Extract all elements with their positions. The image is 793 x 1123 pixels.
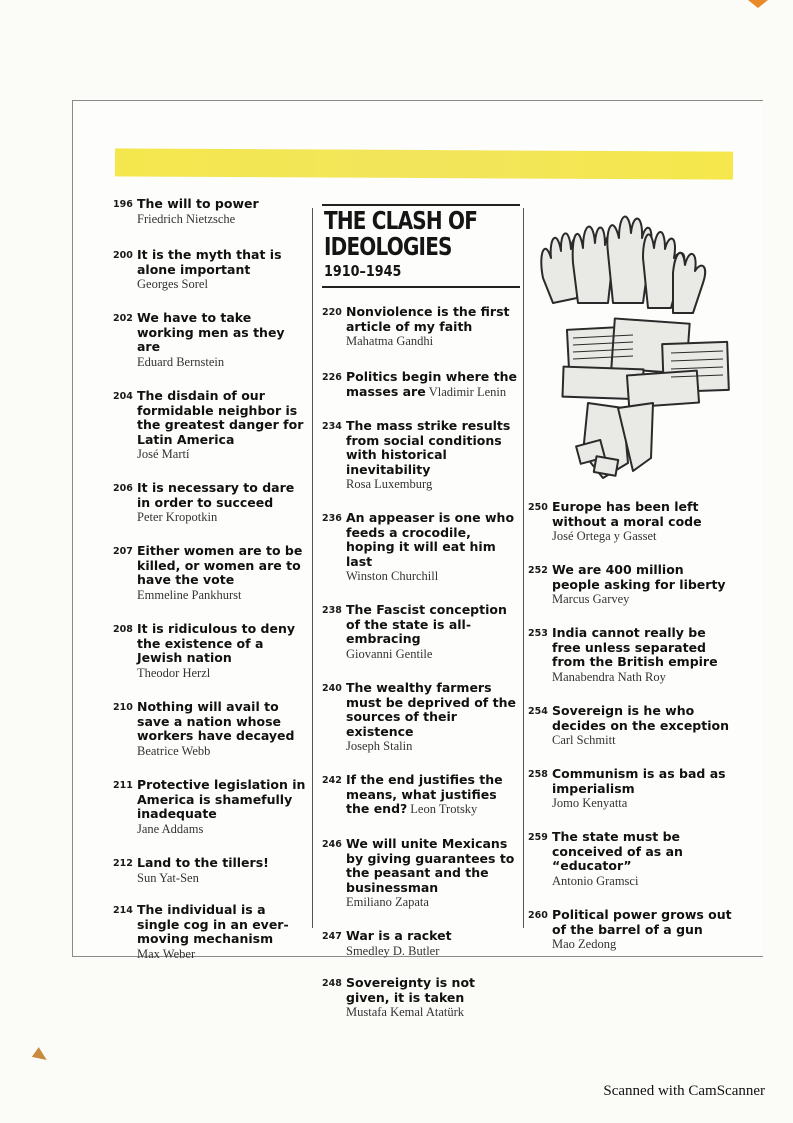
entry-title bbox=[346, 681, 520, 739]
entry-author: Rosa Luxemburg bbox=[346, 477, 433, 491]
page-number: 236 bbox=[322, 513, 342, 524]
corner-mark bbox=[32, 1047, 50, 1065]
entry-author: Emiliano Zapata bbox=[346, 895, 429, 909]
column-divider bbox=[523, 208, 524, 928]
contents-entry[interactable] bbox=[528, 626, 733, 684]
entry-author: Jane Addams bbox=[137, 821, 204, 836]
entry-author-line bbox=[137, 744, 308, 758]
entry-author-line bbox=[346, 647, 520, 661]
entry-author: Manabendra Nath Roy bbox=[552, 669, 666, 684]
entry-title bbox=[137, 311, 308, 355]
section-heading-line-2: IDEOLOGIES bbox=[324, 232, 452, 261]
entry-author: Giovanni Gentile bbox=[346, 646, 433, 661]
page-number: 253 bbox=[528, 628, 548, 639]
entry-author-line bbox=[346, 944, 520, 958]
entry-author-line bbox=[346, 895, 520, 909]
page-number: 246 bbox=[322, 839, 342, 850]
entry-title-text: The mass strike results from social conditions with historical inevitability bbox=[346, 418, 511, 477]
entry-author-line bbox=[552, 874, 733, 888]
entry-title-text: War is a racket bbox=[346, 928, 452, 943]
contents-entry[interactable] bbox=[322, 929, 520, 958]
entry-body bbox=[552, 830, 733, 888]
entry-body bbox=[346, 837, 520, 909]
entry-title bbox=[137, 903, 308, 947]
entry-title-text: The individual is a single cog in an ever-moving mechanism bbox=[137, 902, 289, 946]
entry-title bbox=[552, 626, 733, 670]
entry-title bbox=[137, 544, 308, 588]
entry-author-line bbox=[137, 822, 308, 836]
entry-body bbox=[137, 622, 308, 680]
contents-entry[interactable] bbox=[113, 856, 308, 885]
entry-author: Beatrice Webb bbox=[137, 743, 211, 758]
contents-entry[interactable] bbox=[322, 837, 520, 909]
entry-body bbox=[137, 248, 308, 291]
contents-entry[interactable] bbox=[113, 544, 308, 602]
entry-author: Smedley D. Butler bbox=[346, 943, 440, 958]
entry-title bbox=[552, 704, 733, 733]
entry-title bbox=[137, 700, 308, 744]
entry-author: Mao Zedong bbox=[552, 937, 617, 951]
page-number: 196 bbox=[113, 199, 133, 210]
entry-title bbox=[552, 767, 733, 796]
contents-entry[interactable] bbox=[113, 778, 308, 836]
entry-author: Antonio Gramsci bbox=[552, 873, 639, 888]
page-number: 240 bbox=[322, 683, 342, 694]
contents-entry[interactable] bbox=[113, 311, 308, 369]
entry-title-text: Protective legislation in America is shamefully inadequate bbox=[137, 777, 306, 821]
entry-body bbox=[346, 773, 520, 817]
entry-body bbox=[552, 767, 733, 810]
entry-author: Emmeline Pankhurst bbox=[137, 587, 242, 602]
entry-author-line bbox=[137, 947, 308, 961]
entry-title bbox=[552, 563, 733, 592]
contents-entry[interactable] bbox=[528, 830, 733, 888]
contents-entry[interactable] bbox=[528, 908, 733, 951]
contents-entry[interactable] bbox=[322, 773, 520, 817]
contents-entry[interactable] bbox=[322, 603, 520, 661]
page-number: 260 bbox=[528, 910, 548, 921]
entry-body bbox=[346, 511, 520, 583]
entry-body bbox=[346, 370, 520, 399]
page-number: 252 bbox=[528, 565, 548, 576]
entry-author-line bbox=[137, 212, 308, 226]
contents-entry[interactable] bbox=[322, 681, 520, 753]
entry-author: Carl Schmitt bbox=[552, 733, 616, 747]
corner-mark bbox=[748, 0, 768, 8]
entry-title-text: The disdain of our formidable neighbor is the greatest danger for Latin America bbox=[137, 388, 304, 447]
entry-author: Eduard Bernstein bbox=[137, 354, 225, 369]
column-divider bbox=[312, 208, 313, 928]
entry-author-line bbox=[552, 937, 733, 951]
section-rule bbox=[322, 286, 520, 288]
entry-title-text: The state must be conceived of as an “educator” bbox=[552, 829, 683, 873]
entry-author-line bbox=[137, 355, 308, 369]
entry-author: José Martí bbox=[137, 447, 190, 461]
page-number: 238 bbox=[322, 605, 342, 616]
entry-title bbox=[137, 389, 308, 447]
page-number: 200 bbox=[113, 250, 133, 261]
entry-author-line bbox=[137, 447, 308, 461]
entry-title-text: Political power grows out of the barrel of a gun bbox=[552, 907, 732, 937]
entry-author: Mahatma Gandhi bbox=[346, 334, 434, 348]
page-number: 254 bbox=[528, 706, 548, 717]
contents-entry[interactable] bbox=[322, 511, 520, 583]
section-heading bbox=[324, 208, 481, 260]
entry-body bbox=[552, 908, 733, 951]
entry-title-text: Sovereign is he who decides on the exception bbox=[552, 703, 730, 733]
contents-entry[interactable] bbox=[322, 976, 520, 1019]
entry-body bbox=[346, 976, 520, 1019]
entry-body bbox=[552, 500, 733, 543]
entry-title-text: It is ridiculous to deny the existence of a Jewish nation bbox=[137, 621, 295, 665]
contents-entry[interactable] bbox=[113, 248, 308, 291]
entry-title-text: Communism is as bad as imperialism bbox=[552, 766, 726, 796]
entry-title-text: Politics begin where the masses are bbox=[346, 369, 517, 399]
contents-entry[interactable] bbox=[113, 389, 308, 461]
entry-body bbox=[552, 563, 733, 606]
entry-author-line bbox=[137, 510, 308, 524]
entry-title-text: An appeaser is one who feeds a crocodile, hoping it will eat him last bbox=[346, 510, 515, 569]
page-number: 208 bbox=[113, 624, 133, 635]
entry-title bbox=[346, 773, 520, 817]
entry-author: Joseph Stalin bbox=[346, 739, 413, 753]
page-number: 226 bbox=[322, 372, 342, 383]
page-number: 211 bbox=[113, 780, 133, 791]
entry-author-line bbox=[552, 592, 733, 606]
entry-author: Georges Sorel bbox=[137, 277, 208, 291]
entry-title bbox=[137, 622, 308, 666]
entry-body bbox=[137, 197, 308, 226]
entry-author-line bbox=[137, 277, 308, 291]
entry-author: Winston Churchill bbox=[346, 569, 439, 583]
page-number: 248 bbox=[322, 978, 342, 989]
page-number: 212 bbox=[113, 858, 133, 869]
entry-body bbox=[552, 704, 733, 747]
entry-author-line bbox=[346, 477, 520, 491]
entry-body bbox=[137, 778, 308, 836]
entry-title bbox=[346, 511, 520, 569]
entry-title-text: We have to take working men as they are bbox=[137, 310, 285, 354]
contents-entry[interactable] bbox=[322, 305, 520, 348]
entry-body bbox=[137, 856, 308, 885]
entry-title-text: Nothing will avail to save a nation whose workers have decayed bbox=[137, 699, 295, 743]
contents-entry[interactable] bbox=[528, 563, 733, 606]
entry-title bbox=[346, 419, 520, 477]
entry-title-text: The will to power bbox=[137, 196, 259, 211]
entry-title bbox=[137, 856, 308, 871]
entry-title bbox=[137, 248, 308, 277]
entry-title-text: Europe has been left without a moral code bbox=[552, 499, 702, 529]
entry-title bbox=[137, 197, 308, 212]
entry-body bbox=[137, 481, 308, 524]
contents-entry[interactable] bbox=[322, 419, 520, 491]
entry-author: Mustafa Kemal Atatürk bbox=[346, 1005, 465, 1019]
entry-title-text: We are 400 million people asking for liberty bbox=[552, 562, 726, 592]
entry-title bbox=[552, 830, 733, 874]
entry-title-text: Either women are to be killed, or women are to have the vote bbox=[137, 543, 303, 587]
entry-author-line bbox=[552, 529, 733, 543]
entry-title bbox=[346, 370, 520, 399]
scanner-watermark: Scanned with CamScanner bbox=[603, 1083, 765, 1099]
entry-body bbox=[137, 700, 308, 758]
entry-title-text: India cannot really be free unless separated from the British empire bbox=[552, 625, 718, 669]
contents-entry[interactable] bbox=[113, 197, 308, 226]
entry-author: Leon Trotsky bbox=[410, 802, 478, 816]
entry-body bbox=[137, 544, 308, 602]
entry-title bbox=[346, 305, 520, 334]
highlight-band bbox=[115, 148, 733, 179]
entry-body bbox=[346, 419, 520, 491]
entry-title bbox=[552, 908, 733, 937]
entry-title bbox=[137, 481, 308, 510]
entry-author: Friedrich Nietzsche bbox=[137, 211, 236, 226]
page-number: 210 bbox=[113, 702, 133, 713]
entry-author-line bbox=[137, 666, 308, 680]
entry-author-line bbox=[552, 733, 733, 747]
page-number: 250 bbox=[528, 502, 548, 513]
contents-entry[interactable] bbox=[113, 622, 308, 680]
entry-title bbox=[346, 837, 520, 895]
entry-author: Marcus Garvey bbox=[552, 592, 630, 606]
entry-title-text: We will unite Mexicans by giving guarantees to the peasant and the businessman bbox=[346, 836, 515, 895]
entry-title-text: It is the myth that is alone important bbox=[137, 247, 282, 277]
entry-author: José Ortega y Gasset bbox=[552, 529, 657, 543]
contents-entry[interactable] bbox=[322, 370, 520, 399]
page-number: 259 bbox=[528, 832, 548, 843]
raised-hands-ballots-icon bbox=[533, 203, 733, 488]
entry-title-text: Sovereignty is not given, it is taken bbox=[346, 975, 476, 1005]
entry-body bbox=[137, 389, 308, 461]
section-period: 1910–1945 bbox=[324, 262, 402, 280]
page-number: 202 bbox=[113, 313, 133, 324]
page-number: 220 bbox=[322, 307, 342, 318]
entry-body bbox=[346, 681, 520, 753]
page-number: 206 bbox=[113, 483, 133, 494]
entry-title-text: Nonviolence is the first article of my faith bbox=[346, 304, 510, 334]
entry-title bbox=[346, 929, 520, 944]
entry-author-line bbox=[346, 739, 520, 753]
entry-author: Theodor Herzl bbox=[137, 665, 211, 680]
entry-title-text: It is necessary to dare in order to succeed bbox=[137, 480, 295, 510]
entry-title bbox=[552, 500, 733, 529]
entry-title-text: If the end justifies the means, what justifies the end? bbox=[346, 772, 503, 816]
entry-title bbox=[346, 603, 520, 647]
page-number: 247 bbox=[322, 931, 342, 942]
contents-entry[interactable] bbox=[528, 704, 733, 747]
contents-entry[interactable] bbox=[528, 500, 733, 543]
entry-title-text: Land to the tillers! bbox=[137, 855, 269, 870]
hand-icon bbox=[673, 253, 705, 313]
page-number: 214 bbox=[113, 905, 133, 916]
contents-entry[interactable] bbox=[113, 700, 308, 758]
entry-author-line bbox=[552, 670, 733, 684]
entry-author-line bbox=[137, 588, 308, 602]
contents-entry[interactable] bbox=[113, 481, 308, 524]
entry-title-text: The wealthy farmers must be deprived of the sources of their existence bbox=[346, 680, 516, 739]
entry-author-line bbox=[346, 569, 520, 583]
entry-body bbox=[137, 903, 308, 961]
entry-body bbox=[552, 626, 733, 684]
section-heading-line-1: THE CLASH OF bbox=[324, 206, 478, 235]
entry-body bbox=[346, 929, 520, 958]
entry-author: Peter Kropotkin bbox=[137, 510, 218, 524]
entry-author: Max Weber bbox=[137, 946, 196, 961]
entry-body bbox=[346, 305, 520, 348]
entry-author-line bbox=[346, 334, 520, 348]
page-number: 204 bbox=[113, 391, 133, 402]
entry-author-line bbox=[552, 796, 733, 810]
entry-author: Sun Yat-Sen bbox=[137, 870, 199, 885]
entry-author-line bbox=[346, 1005, 520, 1019]
contents-entry[interactable] bbox=[528, 767, 733, 810]
page-number: 234 bbox=[322, 421, 342, 432]
entry-title bbox=[346, 976, 520, 1005]
page-number: 258 bbox=[528, 769, 548, 780]
page-number: 207 bbox=[113, 546, 133, 557]
entry-body bbox=[346, 603, 520, 661]
entry-author-line bbox=[137, 871, 308, 885]
entry-title bbox=[137, 778, 308, 822]
entry-author: Vladimir Lenin bbox=[428, 384, 507, 399]
page-number: 242 bbox=[322, 775, 342, 786]
entry-body bbox=[137, 311, 308, 369]
entry-title-text: The Fascist conception of the state is all-embracing bbox=[346, 602, 507, 646]
contents-entry[interactable] bbox=[113, 903, 308, 961]
entry-author: Jomo Kenyatta bbox=[552, 796, 628, 810]
